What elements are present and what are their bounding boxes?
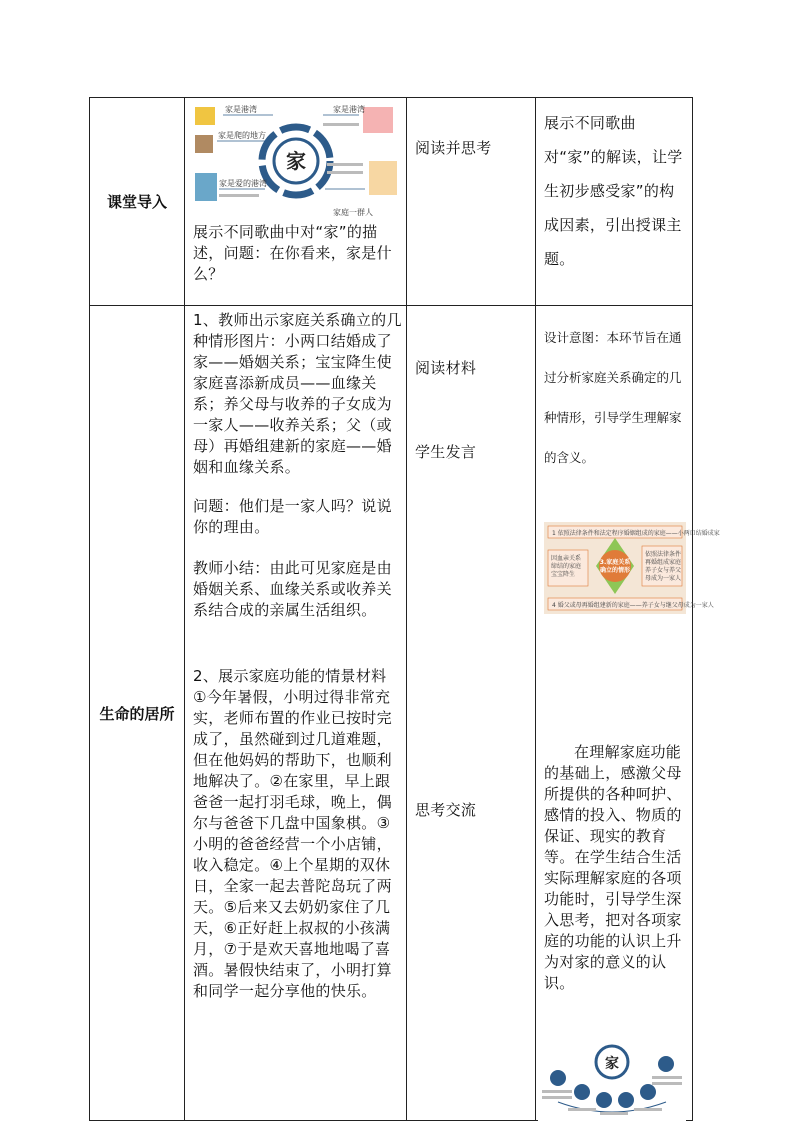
teacher-paragraph-1: 1、教师出示家庭关系确立的几种情形图片：小两口结婚成了家——婚姻关系；宝宝降生使家庭喜添新成员——血缘关系；养父母与收养的子女成为一家人——收养关系；父（或母）再婚组建新的家庭——婚姻和血缘关系。 <box>193 311 402 476</box>
table-row <box>90 98 693 306</box>
svg-text:依照法律条件: 依照法律条件 <box>645 551 682 558</box>
svg-text:家庭一群人: 家庭一群人 <box>333 208 373 217</box>
teacher-text: 展示不同歌曲中对“家”的描述，问题：在你看来，家是什么？ <box>193 223 392 283</box>
home-song-diagram <box>193 101 399 219</box>
teacher-activity-cell <box>185 98 407 306</box>
student-activity-text: 阅读并思考 <box>415 139 492 157</box>
svg-text:家是爱的港湾: 家是爱的港湾 <box>219 179 267 188</box>
svg-text:母成为一家人: 母成为一家人 <box>645 575 682 582</box>
table-row <box>90 306 693 1121</box>
svg-text:3.家庭关系: 3.家庭关系 <box>599 559 631 566</box>
family-relation-diagram <box>544 522 720 614</box>
svg-text:养子女与养父: 养子女与养父 <box>645 567 682 574</box>
intent-cell <box>536 306 720 1121</box>
design-intent-1: 设计意图：本环节旨在通过分析家庭关系确定的几种情形，引导学生理解家的含义。 <box>544 330 682 465</box>
section-label: 生命的居所 <box>90 306 185 1121</box>
student-activity-cell <box>407 98 536 306</box>
student-activity-read: 阅读材料 <box>415 359 477 377</box>
intent-cell <box>536 98 693 306</box>
student-activity-cell <box>407 306 536 1121</box>
student-activity-discuss: 思考交流 <box>415 801 477 819</box>
family-function-diagram <box>538 1042 686 1122</box>
design-intent-2: 在理解家庭功能的基础上，感激父母所提供的各种呵护、感情的投入、物质的保证、现实的教育等。在学生结合生活实际理解家庭的各项功能时，引导学生深入思考，把对各项家庭的功能的认识上升为对家的意义的认识。 <box>544 743 682 992</box>
svg-text:再婚组成家庭: 再婚组成家庭 <box>645 559 682 566</box>
design-intent-text: 展示不同歌曲对“家”的解读，让学生初步感受家”的构成因素，引出授课主题。 <box>544 114 683 268</box>
teacher-activity-cell <box>185 306 407 1121</box>
svg-text:1 依照法律条件和法定程序婚姻组成的家庭——小两口结婚成家: 1 依照法律条件和法定程序婚姻组成的家庭——小两口结婚成家 <box>552 530 720 537</box>
lesson-plan-table <box>89 97 720 1121</box>
svg-text:确立的情形: 确立的情形 <box>599 567 631 574</box>
svg-text:家是港湾: 家是港湾 <box>225 105 257 114</box>
svg-text:家是爬的地方: 家是爬的地方 <box>218 131 266 140</box>
section-label: 课堂导入 <box>90 98 185 306</box>
teacher-question: 问题：他们是一家人吗？说说你的理由。 <box>193 497 392 536</box>
teacher-paragraph-2: 2、展示家庭功能的情景材料 ①今年暑假，小明过得非常充实，老师布置的作业已按时完成了，虽然碰到过几道难题，但在他妈妈的帮助下，也顺利地解决了。②在家里，早上跟爸爸一起打羽毛球，晚上，偶尔与爸爸下几盘中国象棋。③小明的爸爸经营一个小店铺，收入稳定。④上个星期的双休日，全家一起去普陀岛玩了两天。⑤后来又去奶奶家住了几天，⑥正好赶上叔叔的小孩满月，⑦于是欢天喜地地喝了喜酒。暑假快结束了，小明打算和同学一起分享他的快乐。 <box>193 667 402 1000</box>
teacher-summary: 教师小结：由此可见家庭是由婚姻关系、血缘关系或收养关系结合成的亲属生活组织。 <box>193 559 392 619</box>
svg-text:家是港湾: 家是港湾 <box>333 105 365 114</box>
student-activity-speak: 学生发言 <box>415 443 477 461</box>
svg-text:4 婚父或母再婚组建新的家庭——养子女与继父母成为一家人: 4 婚父或母再婚组建新的家庭——养子女与继父母成为一家人 <box>552 602 714 609</box>
svg-text:宝宝降生: 宝宝降生 <box>551 571 576 578</box>
svg-text:家: 家 <box>605 1056 619 1072</box>
svg-text:因血亲关系: 因血亲关系 <box>551 555 582 562</box>
diagram-center-label: 家 <box>286 149 306 173</box>
svg-text:缔结的家庭: 缔结的家庭 <box>551 563 582 570</box>
